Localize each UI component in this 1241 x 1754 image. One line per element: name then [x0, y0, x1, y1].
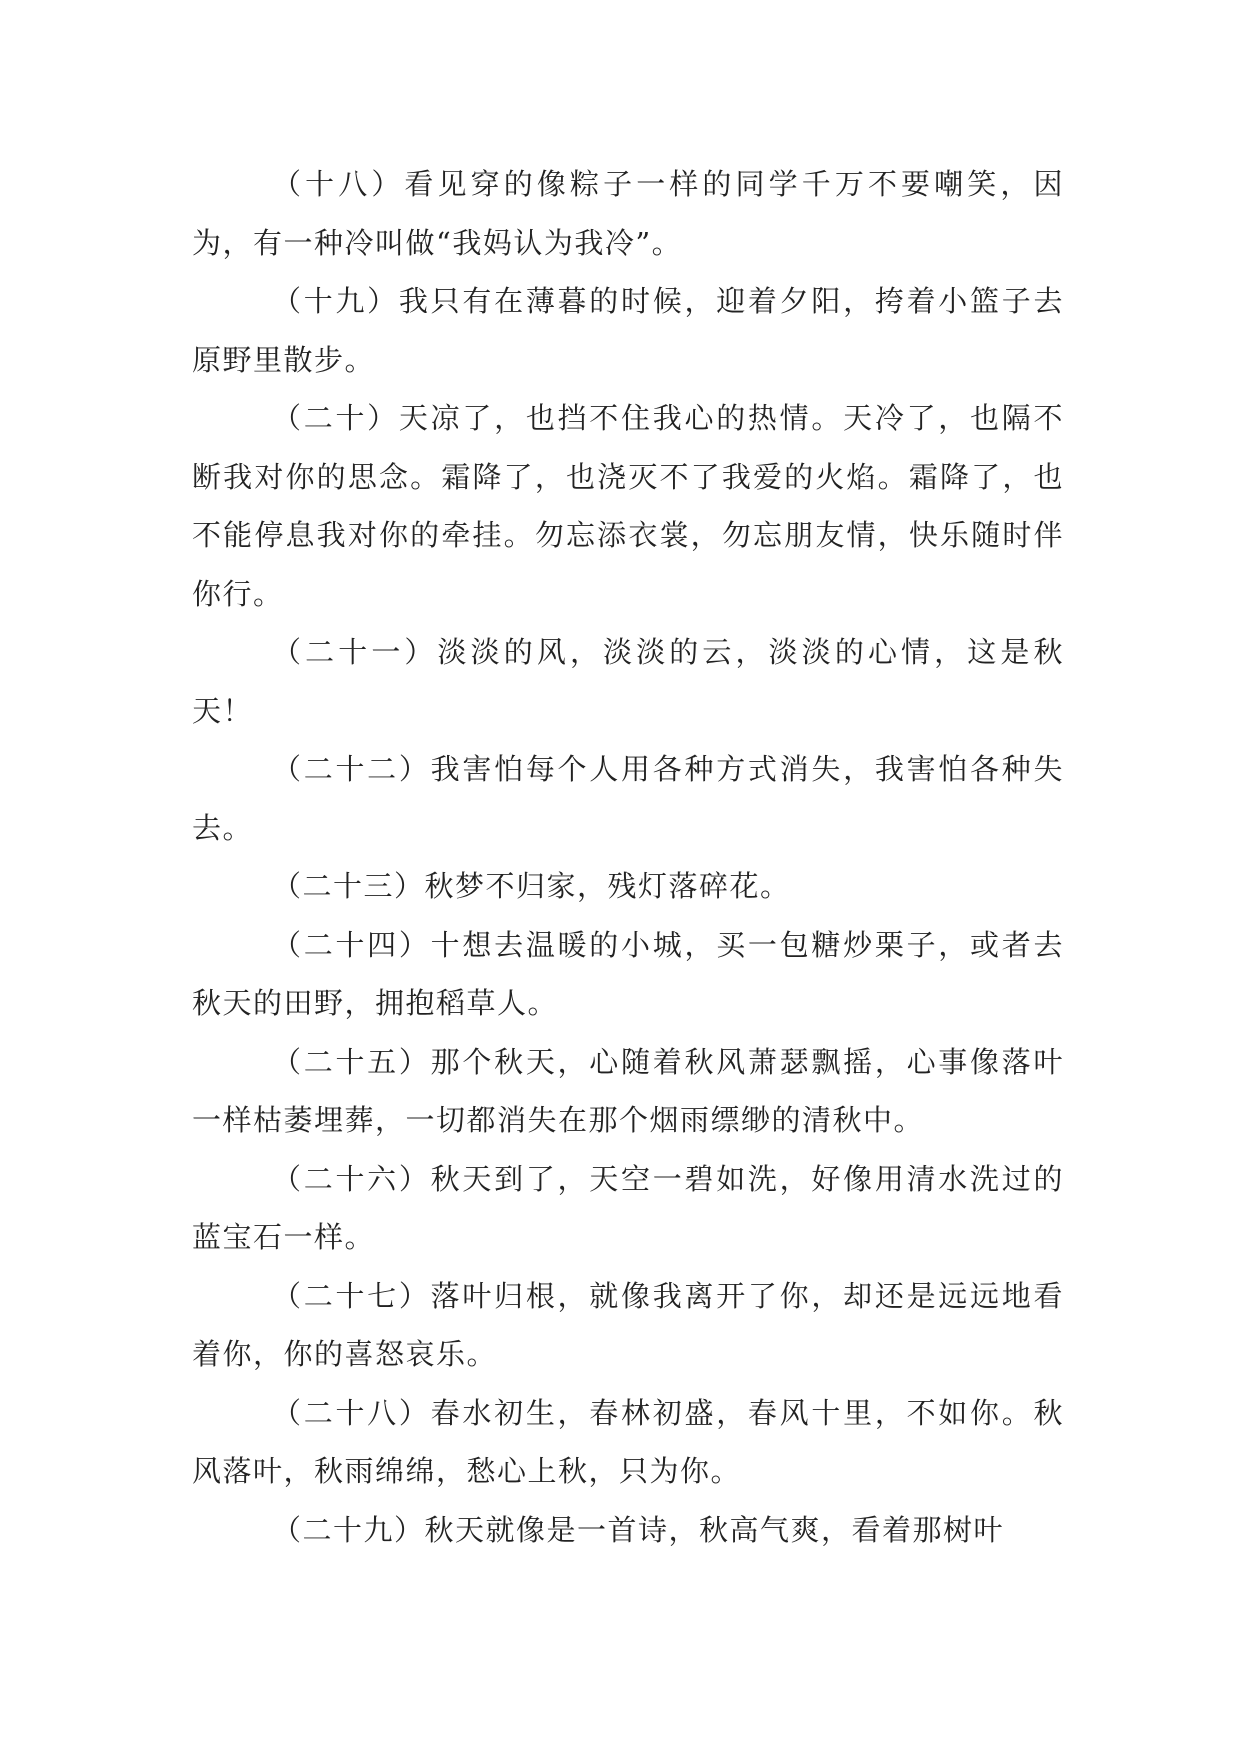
paragraph-18: （十八）看见穿的像粽子一样的同学千万不要嘲笑，因为，有一种冷叫做“我妈认为我冷”。 — [192, 167, 1064, 260]
paragraph-29: （二十九）秋天就像是一首诗，秋高气爽，看着那树叶 — [272, 1512, 1005, 1547]
paragraph-28: （二十八）春水初生，春林初盛，春风十里，不如你。秋风落叶，秋雨绵绵，愁心上秋，只为你。 — [192, 1395, 1064, 1488]
paragraph-27: （二十七）落叶归根，就像我离开了你，却还是远远地看着你，你的喜怒哀乐。 — [192, 1278, 1064, 1371]
paragraph-20: （二十）天凉了，也挡不住我心的热情。天冷了，也隔不断我对你的思念。霜降了，也浇灭不了我爱的火焰。霜降了，也不能停息我对你的牵挂。勿忘添衣裳，勿忘朋友情，快乐随时伴你行。 — [192, 401, 1064, 611]
paragraph-25: （二十五）那个秋天，心随着秋风萧瑟飘摇，心事像落叶一样枯萎埋葬，一切都消失在那个烟雨缥缈的清秋中。 — [192, 1044, 1064, 1137]
document-body — [192, 155, 1064, 1559]
paragraph-21: （二十一）淡淡的风，淡淡的云，淡淡的心情，这是秋天！ — [192, 635, 1064, 728]
paragraph-22: （二十二）我害怕每个人用各种方式消失，我害怕各种失去。 — [192, 752, 1064, 845]
paragraph-23: （二十三）秋梦不归家，残灯落碎花。 — [272, 869, 791, 903]
paragraph-26: （二十六）秋天到了，天空一碧如洗，好像用清水洗过的蓝宝石一样。 — [192, 1161, 1064, 1254]
paragraph-24: （二十四）十想去温暖的小城，买一包糖炒栗子，或者去秋天的田野，拥抱稻草人。 — [192, 927, 1064, 1020]
paragraph-19: （十九）我只有在薄暮的时候，迎着夕阳，挎着小篮子去原野里散步。 — [192, 284, 1064, 377]
